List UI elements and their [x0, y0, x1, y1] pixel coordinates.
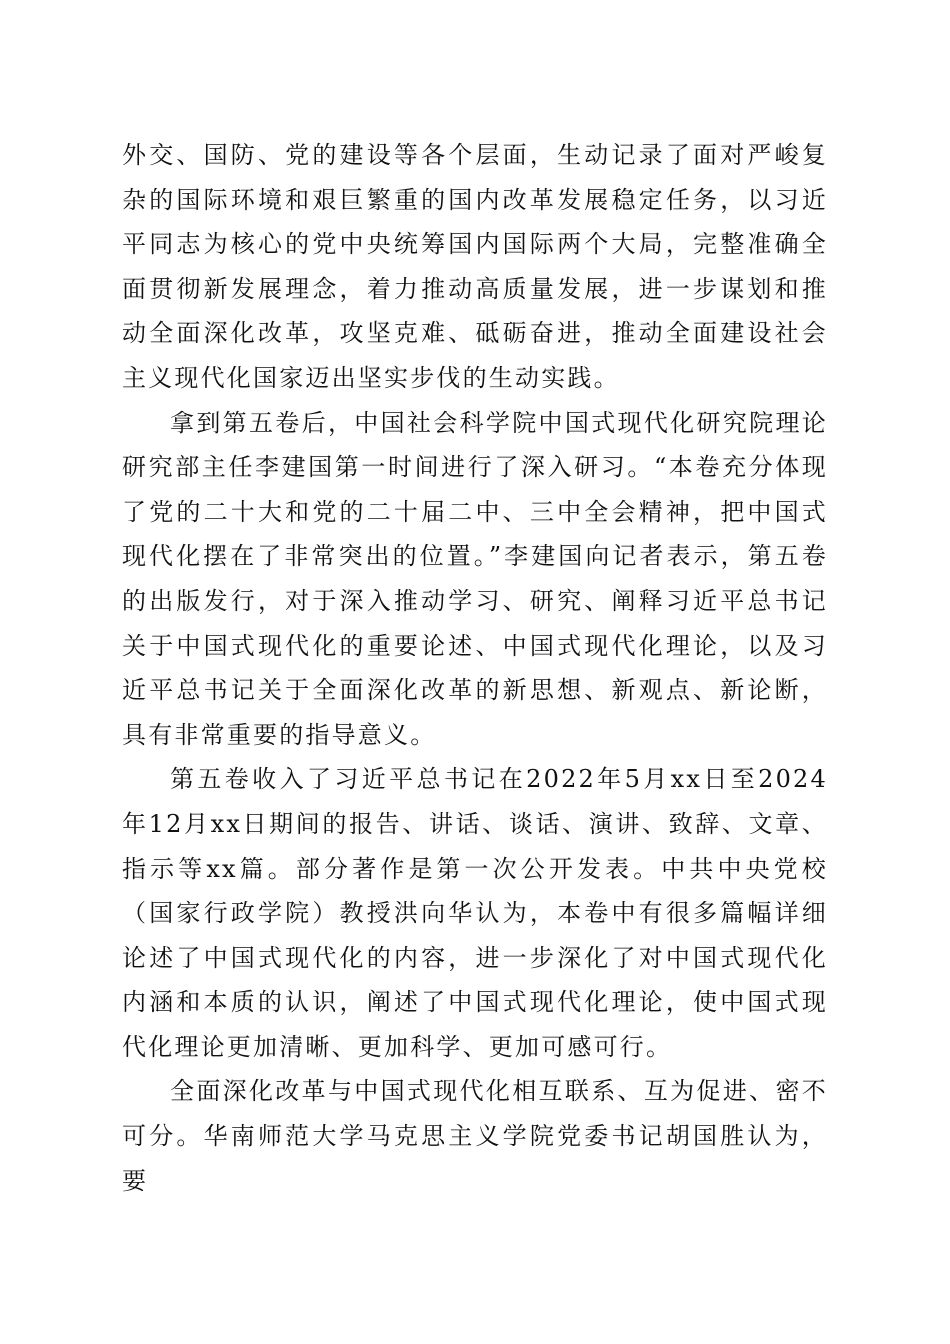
document-body — [122, 133, 828, 1203]
paragraph-deepening-reform: 全面深化改革与中国式现代化相互联系、互为促进、密不可分。华南师范大学马克思主义学院党委书记胡国胜认为，要 — [122, 1077, 828, 1195]
paragraph-li-jianguo: 拿到第五卷后，中国社会科学院中国式现代化研究院理论研究部主任李建国第一时间进行了深入研习。“本卷充分体现了党的二十大和党的二十届二中、三中全会精神，把中国式现代化摆在了非常突出的位置。”李建国向记者表示，第五卷的出版发行，对于深入推动学习、研究、阐释习近平总书记关于中国式现代化的重要论述、中国式现代化理论，以及习近平总书记关于全面深化改革的新思想、新观点、新论断，具有非常重要的指导意义。 — [122, 408, 828, 749]
paragraph-volume-five-contents: 第五卷收入了习近平总书记在2022年5月xx日至2024年12月xx日期间的报告、讲话、谈话、演讲、致辞、文章、指示等xx篇。部分著作是第一次公开发表。中共中央党校（国家行政学院）教授洪向华认为，本卷中有很多篇幅详细论述了中国式现代化的内容，进一步深化了对中国式现代化内涵和本质的认识，阐述了中国式现代化理论，使中国式现代化理论更加清晰、更加科学、更加可感可行。 — [122, 765, 828, 1061]
paragraph-continuation: 外交、国防、党的建设等各个层面，生动记录了面对严峻复杂的国际环境和艰巨繁重的国内改革发展稳定任务，以习近平同志为核心的党中央统筹国内国际两个大局，完整准确全面贯彻新发展理念，着力推动高质量发展，进一步谋划和推动全面深化改革，攻坚克难、砥砺奋进，推动全面建设社会主义现代化国家迈出坚实步伐的生动实践。 — [122, 141, 828, 392]
